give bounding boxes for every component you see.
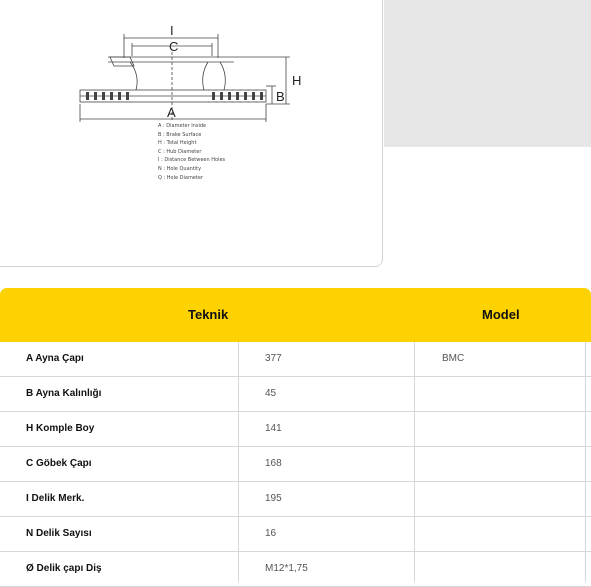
row-label: B Ayna Kalınlığı	[26, 388, 102, 399]
row-value: 168	[265, 458, 282, 469]
row-model: BMC	[442, 353, 465, 364]
legend-item: C : Hub Diameter	[158, 148, 202, 155]
header-model: Model	[482, 307, 520, 322]
dim-label-c: C	[169, 39, 179, 54]
legend-item: N : Hole Quantity	[158, 165, 202, 172]
thumbnail-panel	[384, 0, 591, 147]
table-row	[0, 552, 591, 587]
legend-item: H : Total Height	[158, 140, 197, 147]
row-label: C Göbek Çapı	[26, 458, 92, 469]
row-value: 195	[265, 493, 282, 504]
row-label: A Ayna Çapı	[26, 353, 84, 364]
dim-label-a: A	[167, 105, 176, 120]
table-row	[0, 482, 591, 517]
legend-item: Q : Hole Diameter	[158, 174, 204, 181]
row-label: Ø Delik çapı Diş	[26, 563, 102, 574]
specs-table	[0, 288, 591, 587]
row-value: 141	[265, 423, 282, 434]
row-label: N Delik Sayısı	[26, 528, 92, 539]
row-value: 377	[265, 353, 282, 364]
table-row	[0, 342, 591, 377]
table-header	[0, 288, 591, 342]
table-row	[0, 412, 591, 447]
table-row	[0, 517, 591, 552]
diagram-legend	[158, 122, 225, 182]
row-label: H Komple Boy	[26, 423, 95, 434]
legend-item: B : Brake Surface	[158, 131, 202, 138]
header-teknik: Teknik	[188, 307, 229, 322]
row-label: I Delik Merk.	[26, 493, 85, 504]
row-value: 45	[265, 388, 277, 399]
dim-label-h: H	[292, 73, 302, 88]
table-row	[0, 447, 591, 482]
row-value: M12*1,75	[265, 563, 308, 574]
row-value: 16	[265, 528, 277, 539]
legend-item: I : Distance Between Holes	[158, 157, 226, 164]
dim-label-b: B	[276, 89, 285, 104]
dim-label-i: I	[170, 23, 174, 38]
legend-item: A : Diameter Inside	[158, 123, 207, 129]
table-row	[0, 377, 591, 412]
